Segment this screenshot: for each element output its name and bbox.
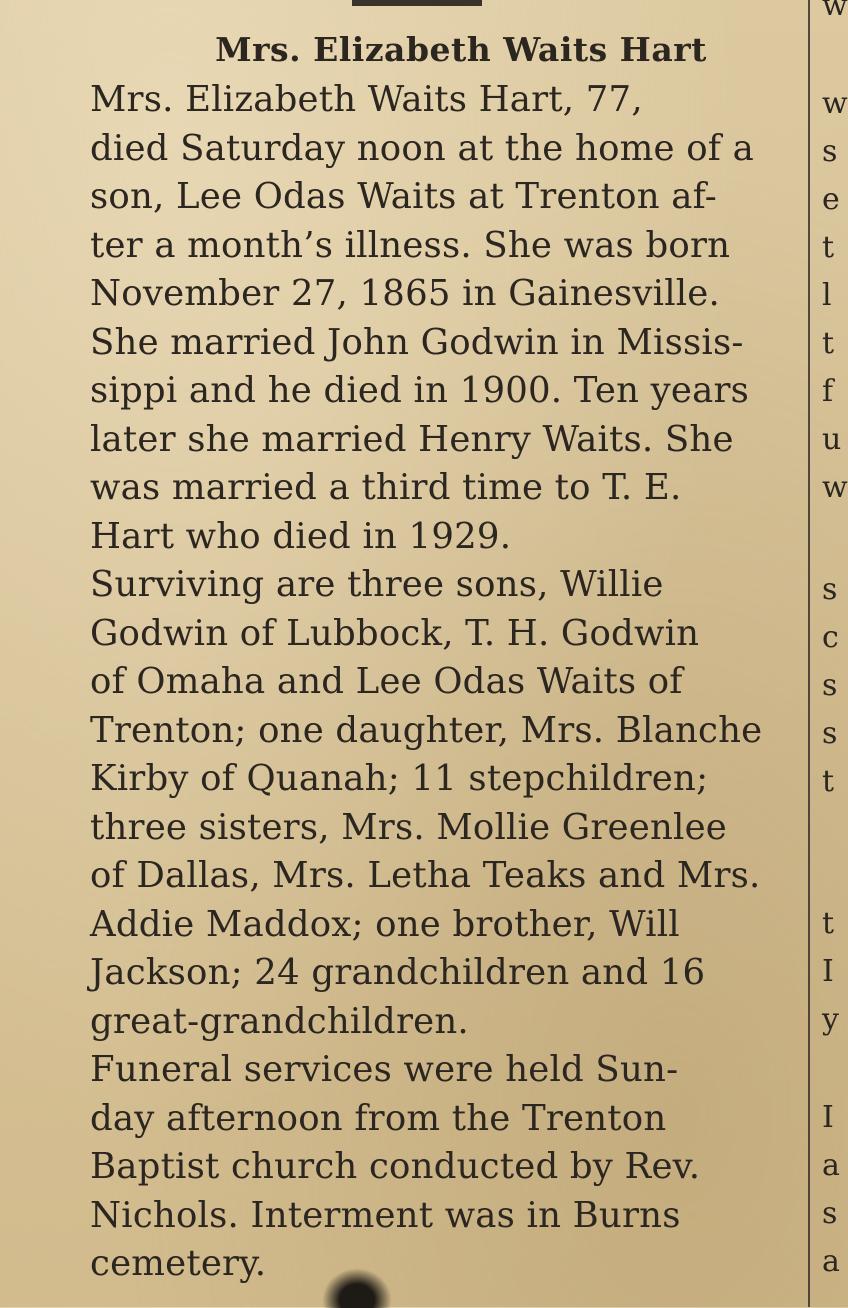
fragment-text: s (822, 668, 838, 703)
text-line: great-grandchildren. (90, 1000, 469, 1042)
text-line: Nichols. Interment was in Burns (90, 1194, 681, 1236)
text-line: of Dallas, Mrs. Letha Teaks and Mrs. (90, 855, 761, 896)
fragment-text: I (822, 954, 834, 989)
fragment-text: w (822, 0, 848, 23)
fragment-text: s (822, 716, 838, 751)
fragment-text: f (822, 374, 834, 409)
text-line: Funeral services were held Sun- (90, 1049, 679, 1090)
fragment-text: s (822, 134, 838, 169)
fragment-text: y (822, 1002, 839, 1037)
text-line: Baptist church conducted by Rev. (90, 1146, 701, 1187)
text-line: Jackson; 24 grandchildren and 16 (90, 952, 706, 993)
headline: Mrs. Elizabeth Waits Hart (215, 30, 707, 69)
text-line: Addie Maddox; one brother, Will (90, 903, 680, 945)
fragment-text: u (822, 422, 842, 457)
text-line: Hart who died in 1929. (90, 515, 512, 557)
text-line: November 27, 1865 in Gainesville. (90, 273, 720, 314)
fragment-text: t (822, 906, 835, 941)
text-line: later she married Henry Waits. She (90, 418, 734, 460)
text-line: ter a month’s illness. She was born (90, 224, 731, 266)
text-line: Surviving are three sons, Willie (90, 564, 664, 605)
text-line: day afternoon from the Trenton (90, 1097, 667, 1139)
obituary-article (48, 30, 804, 1289)
text-line: died Saturday noon at the home of a (90, 127, 754, 169)
fragment-text: l (822, 278, 832, 313)
fragment-text: s (822, 1196, 838, 1231)
text-line: Trenton; one daughter, Mrs. Blanche (90, 709, 763, 751)
text-line: three sisters, Mrs. Mollie Greenlee (90, 806, 727, 848)
text-line: Kirby of Quanah; 11 stepchildren; (90, 758, 709, 799)
fragment-text: t (822, 230, 835, 265)
column-divider (808, 0, 810, 1307)
text-line: of Omaha and Lee Odas Waits of (90, 661, 683, 702)
fragment-text: c (822, 620, 839, 655)
paragraph-3 (48, 1046, 804, 1289)
adjacent-column-fragments (822, 0, 848, 1307)
fragment-text: e (822, 182, 840, 217)
text-line: Godwin of Lubbock, T. H. Godwin (90, 612, 700, 654)
paragraph-2 (48, 561, 804, 1046)
text-line: was married a third time to T. E. (90, 467, 682, 508)
ink-smudge (322, 1268, 392, 1308)
text-line: sippi and he died in 1900. Ten years (90, 370, 750, 411)
fragment-text: s (822, 572, 838, 607)
text-line: cemetery. (90, 1243, 267, 1284)
text-line: Mrs. Elizabeth Waits Hart, 77, (90, 79, 643, 120)
fragment-text: w (822, 470, 848, 505)
text-line: She married John Godwin in Missis- (90, 321, 744, 363)
fragment-text: I (822, 1100, 834, 1135)
paragraph-1 (48, 76, 804, 561)
fragment-text: a (822, 1148, 840, 1183)
fragment-text: t (822, 326, 835, 361)
text-line: son, Lee Odas Waits at Trenton af- (90, 176, 717, 217)
top-rule (352, 0, 482, 6)
fragment-text: t (822, 764, 835, 799)
fragment-text: w (822, 86, 848, 121)
fragment-text: a (822, 1244, 840, 1279)
